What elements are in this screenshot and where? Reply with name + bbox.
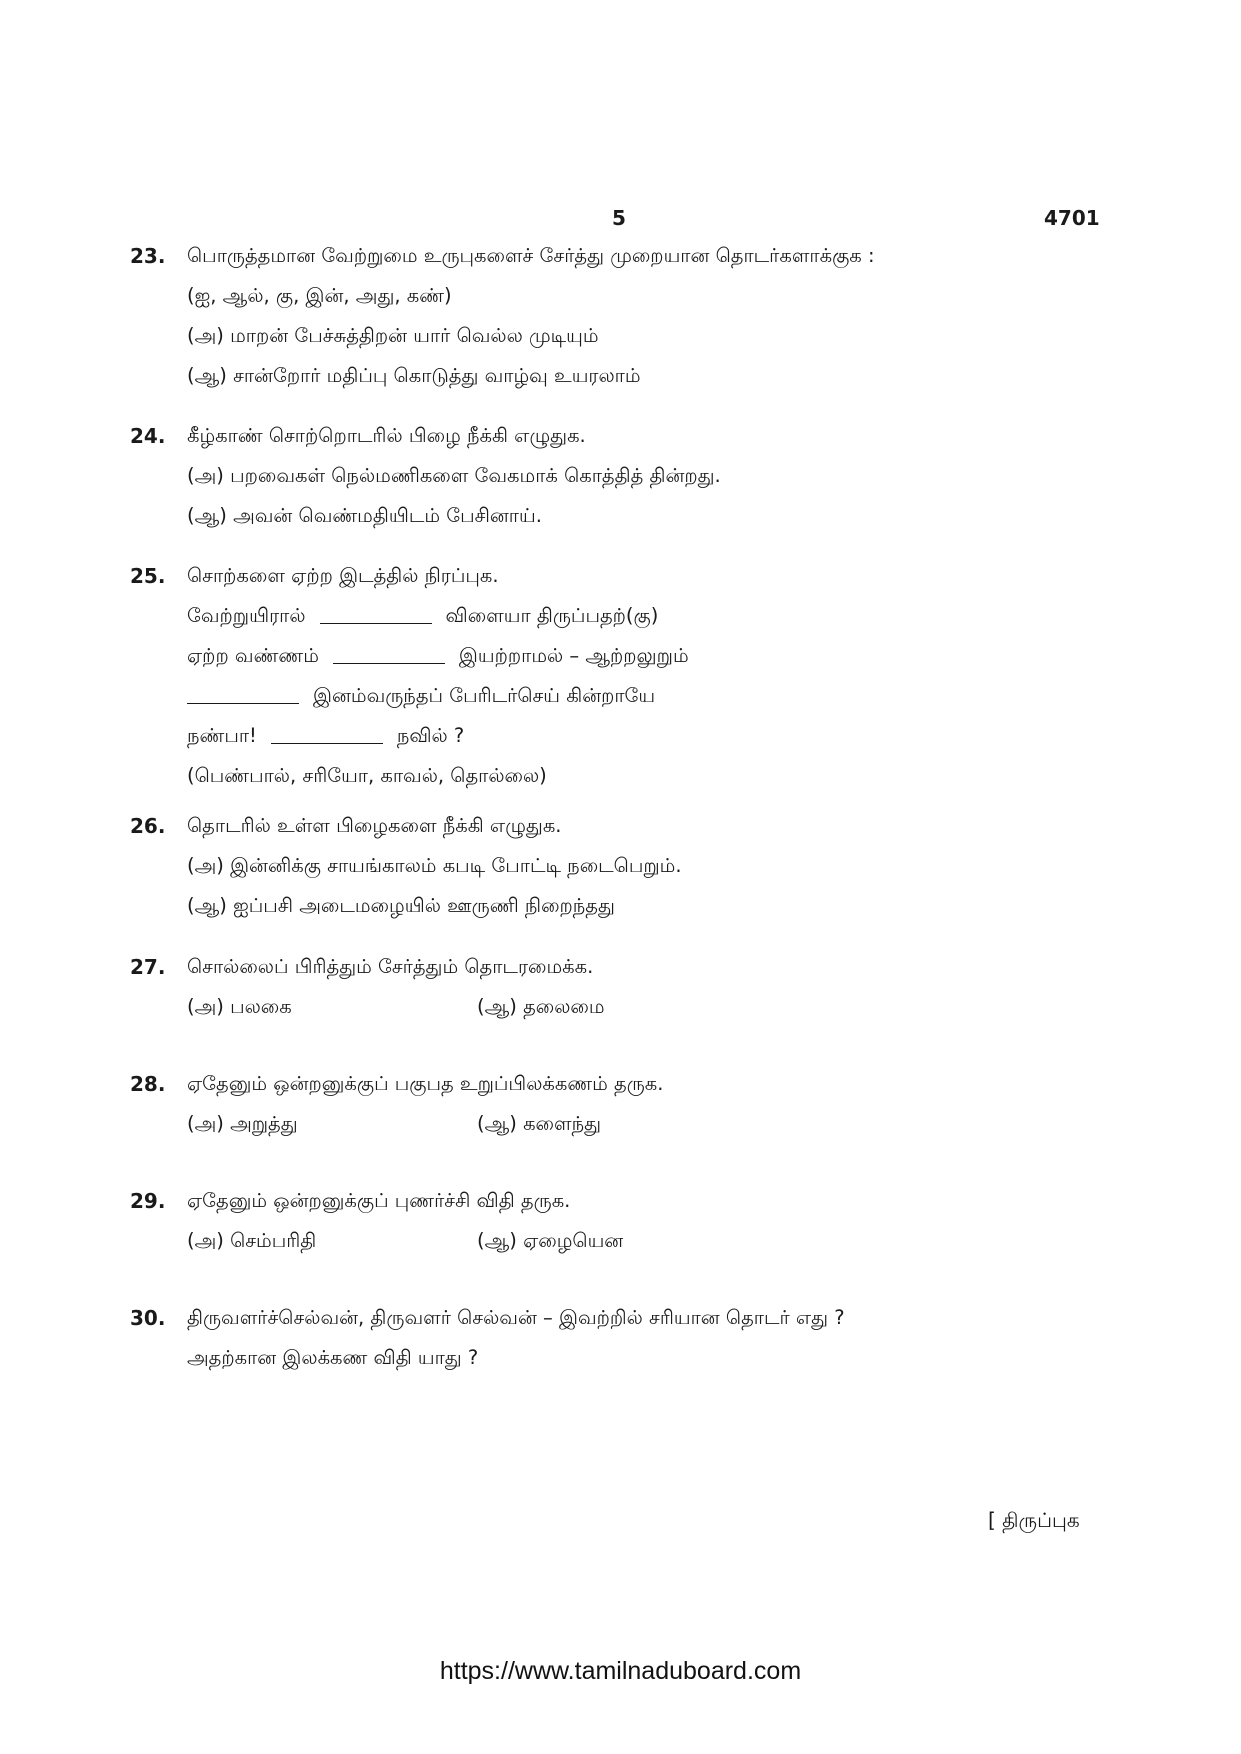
- page-number: 5: [612, 206, 626, 230]
- question-number: 23.: [130, 244, 166, 268]
- fill-blank: [333, 639, 445, 664]
- question-number: 30.: [130, 1306, 166, 1330]
- option-a: (அ) பலகை: [187, 995, 292, 1018]
- question-line: (அ) இன்னிக்கு சாயங்காலம் கபடி போட்டி நடைபெறும்.: [187, 854, 682, 877]
- poem-text: இனம்வருந்தப் பேரிடர்செய் கின்றாயே: [313, 684, 656, 707]
- question-text: சொல்லைப் பிரித்தும் சேர்த்தும் தொடரமைக்க.: [187, 955, 594, 978]
- poem-line: [187, 676, 1047, 716]
- question-text: சொற்களை ஏற்ற இடத்தில் நிரப்புக.: [187, 564, 499, 587]
- poem-text: ஏற்ற வண்ணம்: [187, 644, 319, 667]
- option-row: [187, 987, 1047, 1027]
- poem-text: இயற்றாமல் – ஆற்றலுறும்: [458, 644, 689, 667]
- poem-line: [187, 636, 1047, 676]
- question-text: ஏதேனும் ஒன்றனுக்குப் புணர்ச்சி விதி தருக.: [187, 1189, 571, 1212]
- fill-blank: [187, 679, 299, 704]
- website-url[interactable]: https://www.tamilnaduboard.com: [439, 1657, 802, 1685]
- option-row: [187, 1104, 1047, 1144]
- question-number: 24.: [130, 424, 166, 448]
- question-number: 25.: [130, 564, 166, 588]
- question-text: தொடரில் உள்ள பிழைகளை நீக்கி எழுதுக.: [187, 814, 562, 837]
- question-number: 27.: [130, 955, 166, 979]
- question-number: 26.: [130, 814, 166, 838]
- fill-blank: [271, 719, 383, 744]
- option-b: (ஆ) களைந்து: [477, 1112, 602, 1135]
- question-line: (ஆ) அவன் வெண்மதியிடம் பேசினாய்.: [187, 504, 542, 527]
- poem-line: [187, 716, 1047, 756]
- question-line: (அ) பறவைகள் நெல்மணிகளை வேகமாக் கொத்தித் தின்றது.: [187, 464, 721, 487]
- poem-text: விளையா திருப்பதற்(கு): [445, 604, 659, 627]
- poem-text: வேற்றுயிரால்: [187, 604, 306, 627]
- option-b: (ஆ) ஏழையென: [477, 1229, 624, 1252]
- question-text: பொருத்தமான வேற்றுமை உருபுகளைச் சேர்த்து முறையான தொடர்களாக்குக :: [187, 244, 875, 267]
- question-text: திருவளர்ச்செல்வன், திருவளர் செல்வன் – இவற்றில் சரியான தொடர் எது ?: [187, 1306, 845, 1329]
- question-number: 28.: [130, 1072, 166, 1096]
- option-a: (அ) அறுத்து: [187, 1112, 298, 1135]
- option-a: (அ) செம்பரிதி: [187, 1229, 317, 1252]
- option-b: (ஆ) தலைமை: [477, 995, 605, 1018]
- word-options: (பெண்பால், சரியோ, காவல், தொல்லை): [187, 764, 547, 787]
- question-line: (ஆ) சான்றோர் மதிப்பு கொடுத்து வாழ்வு உயரலாம்: [187, 364, 641, 387]
- question-line: (ஐ, ஆல், கு, இன், அது, கண்): [187, 284, 452, 307]
- question-text: கீழ்காண் சொற்றொடரில் பிழை நீக்கி எழுதுக.: [187, 424, 586, 447]
- question-number: 29.: [130, 1189, 166, 1213]
- question-line: (அ) மாறன் பேச்சுத்திறன் யார் வெல்ல முடியும்: [187, 324, 599, 347]
- turn-over-note: [ திருப்புக: [988, 1508, 1080, 1532]
- poem-text: நவில் ?: [396, 724, 465, 747]
- fill-blank: [320, 599, 432, 624]
- poem-text: நண்பா!: [187, 724, 257, 747]
- paper-code: 4701: [1044, 206, 1100, 230]
- question-line: (ஆ) ஐப்பசி அடைமழையில் ஊருணி நிறைந்தது: [187, 894, 615, 917]
- question-text: ஏதேனும் ஒன்றனுக்குப் பகுபத உறுப்பிலக்கணம் தருக.: [187, 1072, 664, 1095]
- poem-line: [187, 596, 1047, 636]
- option-row: [187, 1221, 1047, 1261]
- question-line: அதற்கான இலக்கண விதி யாது ?: [187, 1346, 479, 1369]
